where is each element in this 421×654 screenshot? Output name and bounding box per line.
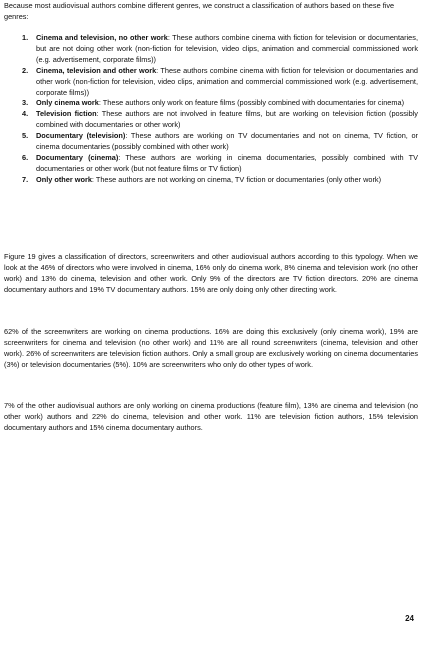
genre-term: Documentary (television) (36, 131, 126, 141)
genre-term: Cinema, television and other work (36, 65, 157, 75)
genre-description: : These authors only work on feature films (possibly combined with documentaries for cinema) (98, 98, 405, 108)
genre-item (4, 175, 418, 186)
genre-item (4, 131, 418, 153)
genre-description: : These authors combine cinema with fiction for television or documentaries, but are not doing other work (non-fiction for television, video clips, animation and commercial commissioned work (e.g. advertisement, corporate films)) (36, 33, 418, 64)
genre-number: 6. (22, 152, 29, 162)
genre-term: Only other work (36, 174, 92, 184)
genre-list (4, 33, 418, 186)
genre-item (4, 33, 418, 66)
genre-term: Cinema and television, no other work (36, 33, 168, 42)
document-page (4, 0, 418, 654)
genre-number: 5. (22, 131, 29, 141)
genre-term: Documentary (cinema) (36, 152, 119, 162)
genre-description: : These authors are not involved in feature films, but are working on television fiction (possibly combined with documentaries or other work) (36, 109, 418, 130)
other-authors-paragraph: 7% of the other audiovisual authors are only working on cinema productions (feature film), 13% are cinema and television (no other work) authors and 22% do cinema, television and other work. 11% are television fiction authors, 15% television documentary authors and 15% cinema documentary authors. (4, 401, 418, 432)
intro-paragraph: Because most audiovisual authors combine different genres, we construct a classification of authors based on these five genres: (4, 1, 395, 21)
page-number: 24 (405, 614, 414, 623)
directors-paragraph: Figure 19 gives a classification of directors, screenwriters and other audiovisual authors according to this typology. When we look at the 46% of directors who were involved in cinema, 16% only do cinema work, 8% cinema and television work (no other work) and 13% do cinema, television and other work. Only 9% of the directors are TV fiction directors. 20% are cinema documentary authors and 19% TV documentary authors. 15% are only doing only other directing work. (4, 252, 418, 294)
genre-number: 3. (22, 98, 29, 108)
genre-number: 1. (22, 33, 29, 42)
genre-number: 2. (22, 65, 29, 75)
genre-term: Television fiction (36, 109, 97, 119)
genre-item (4, 109, 418, 131)
genre-item (4, 153, 418, 175)
screenwriters-paragraph: 62% of the screenwriters are working on cinema productions. 16% are doing this exclusively (only cinema work), 19% are screenwriters for cinema and television (no other work) and 11% are all round screenwriters (cinema, television and other work). 26% of screenwriters are television fiction authors. Only a small group are exclusively working on cinema documentaries (3%) or television documentaries (5%). 10% are screenwriters who only do other types of work. (4, 327, 418, 369)
genre-description: : These authors are working on TV documentaries and not on cinema, TV fiction, or cinema documentaries (possibly combined with other work) (36, 131, 418, 152)
genre-description: : These authors are not working on cinema, TV fiction or documentaries (only other work) (91, 174, 382, 184)
genre-description: : These authors are working in cinema documentaries, possibly combined with TV documentaries or other work (but not feature films or TV fiction) (36, 152, 419, 173)
genre-item (4, 66, 418, 99)
genre-item (4, 98, 418, 109)
genre-description: : These authors combine cinema with fiction for television or documentaries and other work (non-fiction for television, video clips, animation and commercial commissioned work (e.g. advertisement, corporate films)) (36, 65, 418, 97)
genre-term: Only cinema work (36, 98, 99, 108)
genre-number: 4. (22, 109, 29, 119)
genre-number: 7. (22, 174, 29, 184)
